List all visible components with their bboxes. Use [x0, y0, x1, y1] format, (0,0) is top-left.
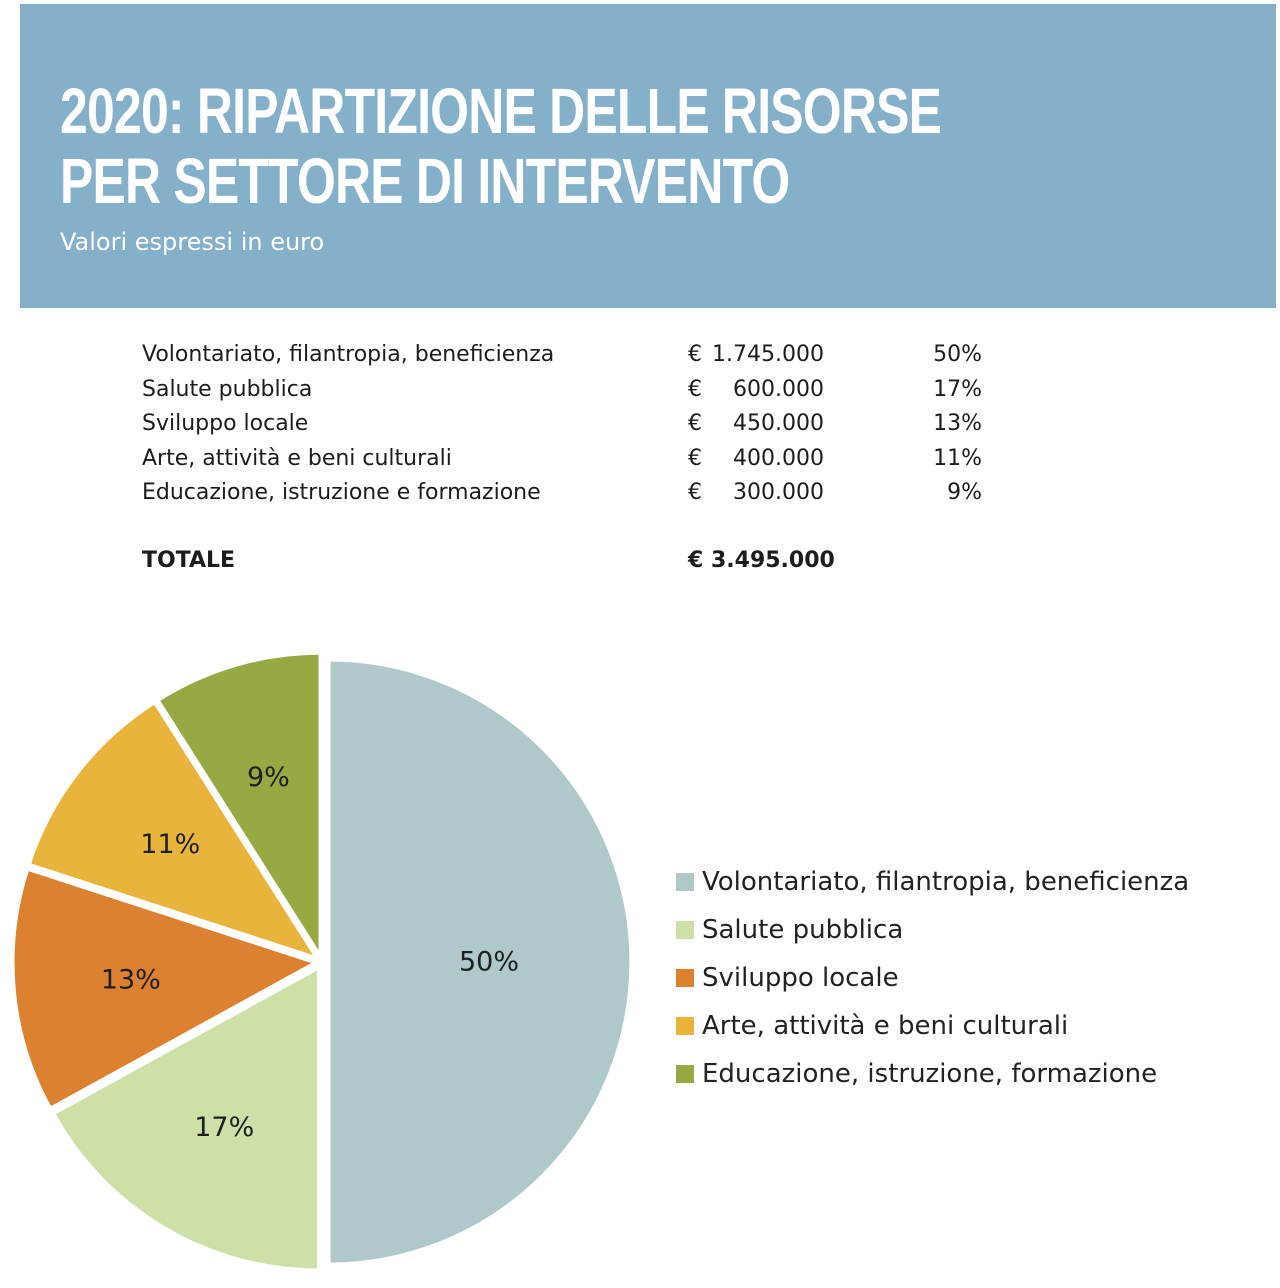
- row-currency: €: [688, 480, 702, 505]
- row-currency: €: [688, 376, 702, 402]
- legend-label: Educazione, istruzione, formazione: [702, 1059, 1158, 1089]
- legend-label: Volontariato, filantropia, beneficienza: [702, 867, 1190, 897]
- total-value: € 3.495.000: [688, 548, 835, 573]
- title-line-2: PER SETTORE DI INTERVENTO: [60, 145, 790, 217]
- table-row: [142, 373, 1002, 408]
- row-label: Educazione, istruzione e formazione: [142, 480, 541, 505]
- pie-chart: [0, 640, 660, 1288]
- row-label: Volontariato, filantropia, beneficienza: [142, 342, 555, 367]
- legend-item: [676, 906, 1189, 954]
- header-banner: [20, 4, 1276, 308]
- pie-slice-label: 50%: [458, 946, 520, 978]
- row-amount: 300.000: [733, 480, 824, 505]
- legend-item: [676, 858, 1189, 906]
- row-percent: 17%: [933, 376, 982, 402]
- legend-label: Sviluppo locale: [702, 963, 899, 993]
- chart-legend: [676, 858, 1189, 1098]
- pie-slice-label: 13%: [100, 964, 161, 996]
- row-amount: 600.000: [733, 376, 824, 402]
- row-percent: 9%: [947, 480, 982, 505]
- total-label: TOTALE: [142, 548, 236, 573]
- row-currency: €: [688, 411, 702, 436]
- subtitle: Valori espressi in euro: [60, 228, 325, 256]
- pie-slice-label: 9%: [247, 762, 290, 794]
- legend-swatch: [676, 969, 694, 987]
- row-percent: 50%: [933, 342, 982, 367]
- legend-label: Arte, attività e beni culturali: [702, 1011, 1069, 1041]
- legend-swatch: [676, 1065, 694, 1083]
- pie-slice-label: 17%: [194, 1111, 255, 1143]
- row-currency: €: [688, 445, 702, 471]
- row-amount: 450.000: [733, 411, 824, 436]
- resources-table: [142, 338, 1002, 511]
- legend-label: Salute pubblica: [702, 915, 904, 945]
- legend-swatch: [676, 1017, 694, 1035]
- table-row: [142, 442, 1002, 477]
- legend-item: [676, 954, 1189, 1002]
- row-currency: €: [688, 342, 702, 367]
- legend-item: [676, 1050, 1189, 1098]
- pie-slice-label: 11%: [140, 828, 201, 860]
- title-line-1: 2020: RIPARTIZIONE DELLE RISORSE: [60, 75, 942, 147]
- legend-item: [676, 1002, 1189, 1050]
- row-amount: 1.745.000: [712, 342, 824, 367]
- row-label: Arte, attività e beni culturali: [142, 445, 452, 471]
- pie-slice: [329, 660, 631, 1264]
- table-row: [142, 407, 1002, 442]
- row-label: Sviluppo locale: [142, 411, 309, 436]
- row-percent: 11%: [933, 445, 982, 471]
- page-title: [60, 76, 941, 216]
- table-row: [142, 338, 1002, 373]
- legend-swatch: [676, 921, 694, 939]
- row-percent: 13%: [933, 411, 982, 436]
- table-row: [142, 476, 1002, 511]
- row-label: Salute pubblica: [142, 376, 313, 402]
- total-row: [142, 544, 1002, 578]
- legend-swatch: [676, 873, 694, 891]
- row-amount: 400.000: [733, 445, 824, 471]
